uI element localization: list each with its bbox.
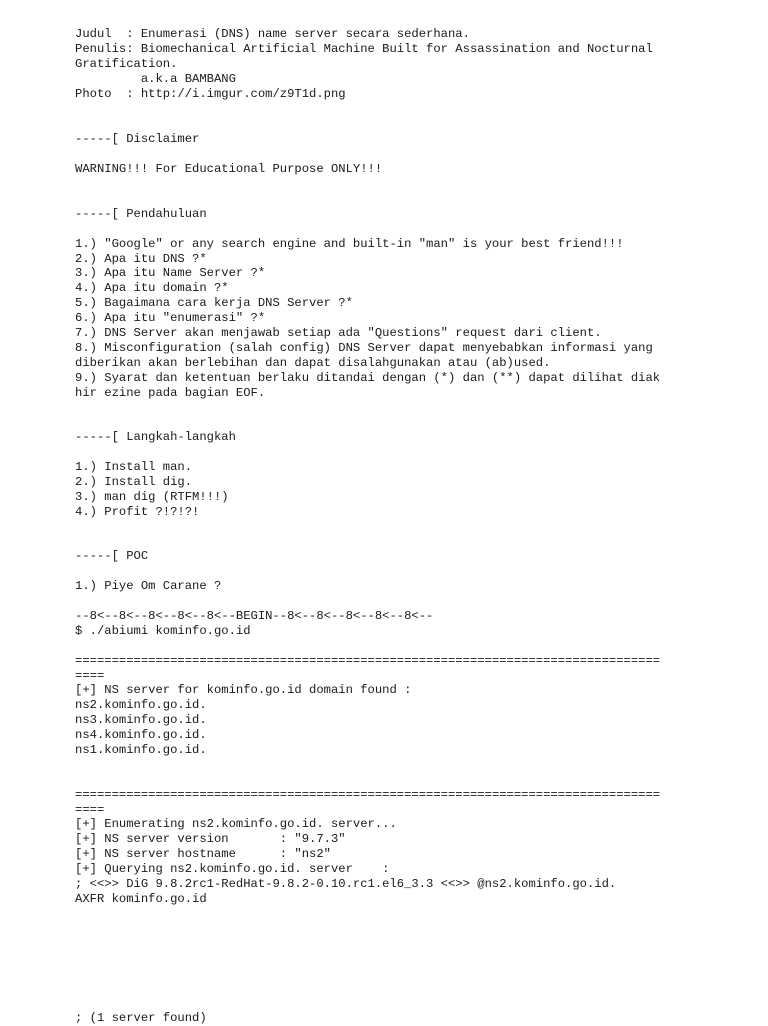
warning-text: WARNING!!! For Educational Purpose ONLY!!! — [75, 162, 383, 177]
langkah-item: 2.) Install dig. — [75, 474, 193, 489]
enum-line: [+] Querying ns2.kominfo.go.id. server : — [75, 862, 390, 877]
enum-line: [+] Enumerating ns2.kominfo.go.id. server... — [75, 817, 397, 832]
separator-line: ================================================================================ — [75, 653, 661, 668]
ns-list-item: ns1.kominfo.go.id. — [75, 743, 207, 758]
pendahuluan-item: 5.) Bagaimana cara kerja DNS Server ?* — [75, 296, 353, 311]
langkah-item: 4.) Profit ?!?!?! — [75, 504, 200, 519]
ns-list-item: ns4.kominfo.go.id. — [75, 728, 207, 743]
alias-line: a.k.a BAMBANG — [75, 71, 236, 86]
pendahuluan-item: 2.) Apa itu DNS ?* — [75, 251, 207, 266]
ns-list-item: ns2.kominfo.go.id. — [75, 698, 207, 713]
pendahuluan-item: 4.) Apa itu domain ?* — [75, 281, 229, 296]
pendahuluan-item: 6.) Apa itu "enumerasi" ?* — [75, 311, 266, 326]
pendahuluan-item: 1.) "Google" or any search engine and built-in "man" is your best friend!!! — [75, 236, 624, 251]
enum-line: [+] NS server hostname : "ns2" — [75, 847, 331, 862]
disclaimer-heading: -----[ Disclaimer — [75, 132, 200, 147]
poc-heading: -----[ POC — [75, 549, 149, 564]
dig-output-line: ; <<>> DiG 9.8.2rc1-RedHat-9.8.2-0.10.rc1.el6_3.3 <<>> @ns2.kominfo.go.id. — [75, 877, 617, 892]
pendahuluan-item: 9.) Syarat dan ketentuan berlaku ditandai dengan (*) dan (**) dapat dilihat diak — [75, 370, 661, 385]
photo-line: Photo : http://i.imgur.com/z9T1d.png — [75, 86, 346, 101]
author-line-continued: Gratification. — [75, 56, 178, 71]
pendahuluan-item: diberikan akan berlebihan dan dapat disalahgunakan atau (ab)used. — [75, 355, 551, 370]
poc-question: 1.) Piye Om Carane ? — [75, 579, 222, 594]
pendahuluan-item: 3.) Apa itu Name Server ?* — [75, 266, 266, 281]
pendahuluan-item: hir ezine pada bagian EOF. — [75, 385, 266, 400]
title-line: Judul : Enumerasi (DNS) name server secara sederhana. — [75, 27, 470, 41]
document-body — [75, 27, 755, 1026]
separator-line-continued: ==== — [75, 802, 105, 817]
begin-marker: --8<--8<--8<--8<--8<--BEGIN--8<--8<--8<--8<--8<-- — [75, 609, 434, 623]
pendahuluan-heading: -----[ Pendahuluan — [75, 206, 207, 221]
dig-output-line: AXFR kominfo.go.id — [75, 891, 207, 906]
separator-line-continued: ==== — [75, 668, 105, 683]
langkah-item: 1.) Install man. — [75, 460, 193, 475]
ns-list-item: ns3.kominfo.go.id. — [75, 713, 207, 728]
pendahuluan-item: 7.) DNS Server akan menjawab setiap ada "Questions" request dari client. — [75, 326, 602, 341]
pendahuluan-item: 8.) Misconfiguration (salah config) DNS Server dapat menyebabkan informasi yang — [75, 340, 653, 355]
enum-line: [+] NS server version : "9.7.3" — [75, 832, 346, 847]
ns-found-line: [+] NS server for kominfo.go.id domain found : — [75, 683, 412, 698]
langkah-item: 3.) man dig (RTFM!!!) — [75, 489, 229, 504]
command-line: $ ./abiumi kominfo.go.id — [75, 623, 251, 638]
langkah-heading: -----[ Langkah-langkah — [75, 430, 236, 445]
server-found-line: ; (1 server found) — [75, 1010, 207, 1025]
separator-line: ================================================================================ — [75, 787, 661, 802]
author-line: Penulis: Biomechanical Artificial Machine Built for Assassination and Nocturnal — [75, 41, 653, 56]
